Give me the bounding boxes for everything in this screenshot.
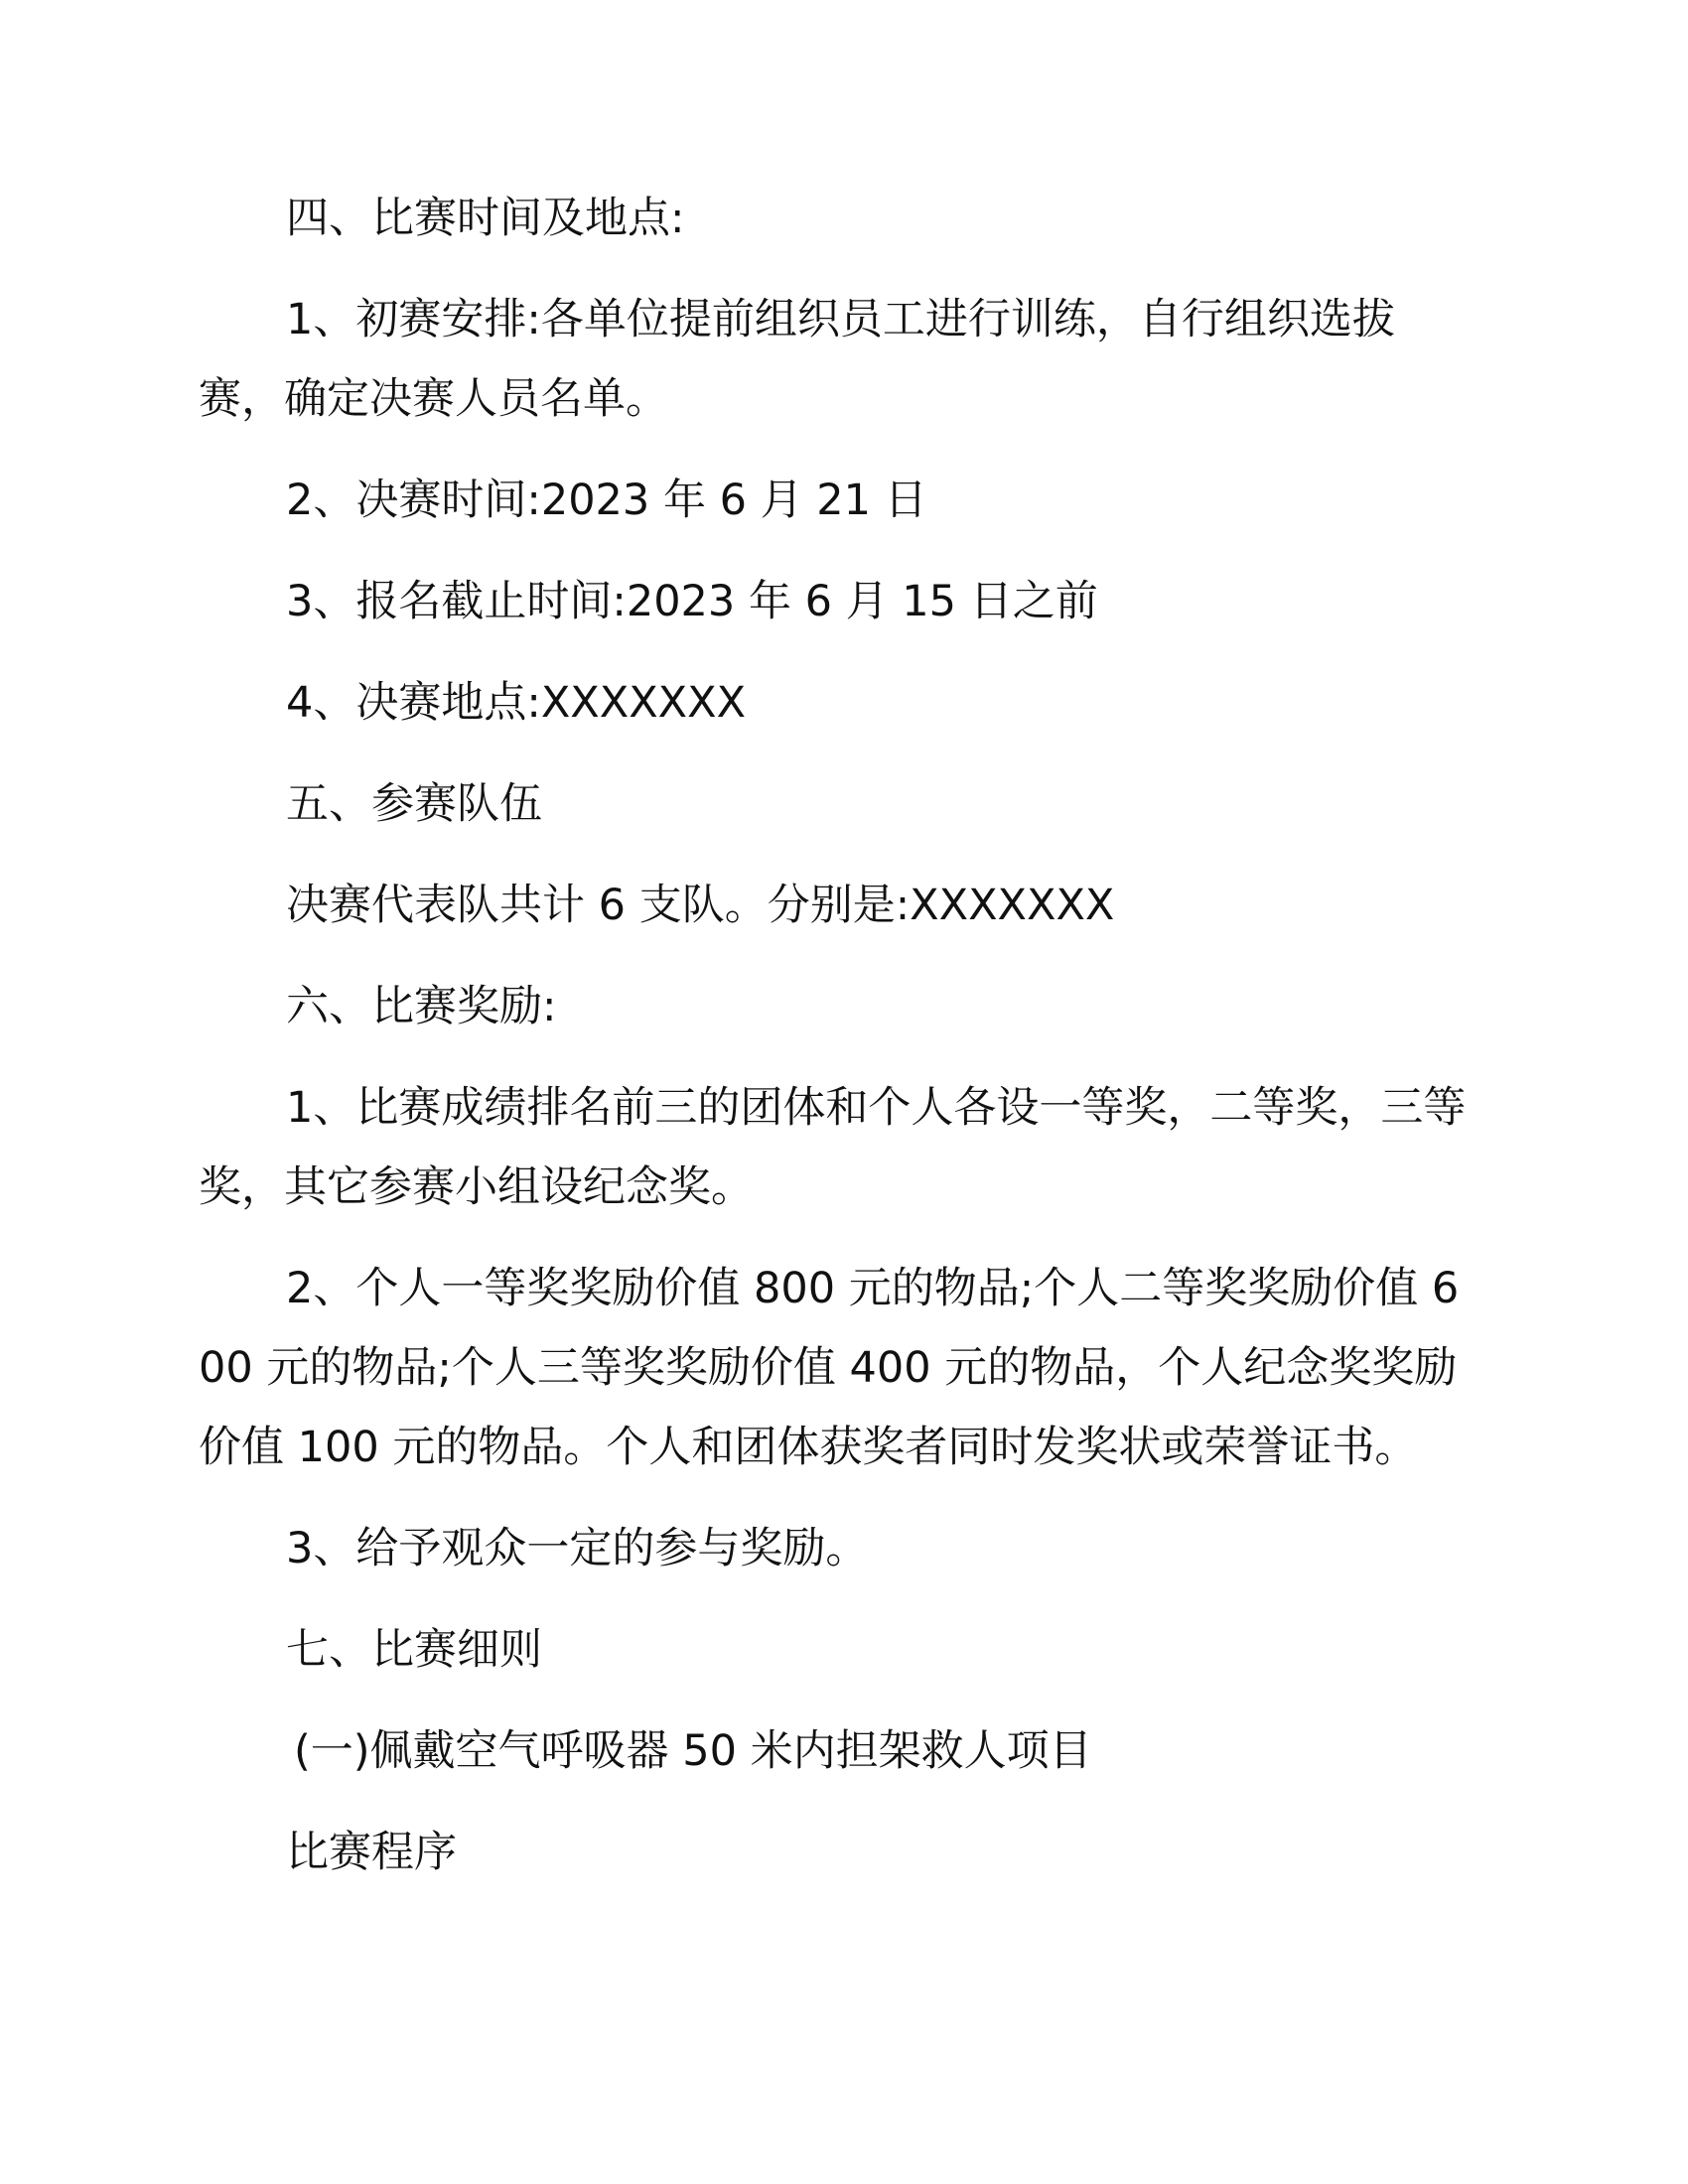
document-body [199,179,1470,1914]
section-heading-rules: 七、比赛细则 [286,1625,542,1675]
section-heading-time-location: 四、比赛时间及地点: [286,194,685,243]
paragraph-preliminary: 1、初赛安排:各单位提前组织员工进行训练，自行组织选拔赛，确定决赛人员名单。 [199,295,1395,424]
paragraph-final-time: 2、决赛时间:2023 年 6 月 21 日 [286,476,927,525]
paragraph-final-location: 4、决赛地点:XXXXXXX [286,678,747,728]
paragraph-procedure-heading: 比赛程序 [286,1828,457,1877]
paragraph-award-values: 2、个人一等奖奖励价值 800 元的物品;个人二等奖奖励价值 600 元的物品;个人三等奖奖励价值 400 元的物品，个人纪念奖奖励价值 100 元的物品。个人和团体获奖者同时发奖状或荣誉证书。 [199,1264,1460,1472]
paragraph-award-ranking: 1、比赛成绩排名前三的团体和个人各设一等奖，二等奖，三等奖，其它参赛小组设纪念奖。 [199,1083,1467,1212]
subsection-heading-stretcher-rescue: (一)佩戴空气呼吸器 50 米内担架救人项目 [294,1726,1092,1776]
section-heading-teams: 五、参赛队伍 [286,779,542,829]
paragraph-teams: 决赛代表队共计 6 支队。分别是:XXXXXXX [286,881,1115,930]
paragraph-registration-deadline: 3、报名截止时间:2023 年 6 月 15 日之前 [286,577,1098,626]
paragraph-audience-award: 3、给予观众一定的参与奖励。 [286,1524,869,1573]
section-heading-awards: 六、比赛奖励: [286,982,557,1031]
